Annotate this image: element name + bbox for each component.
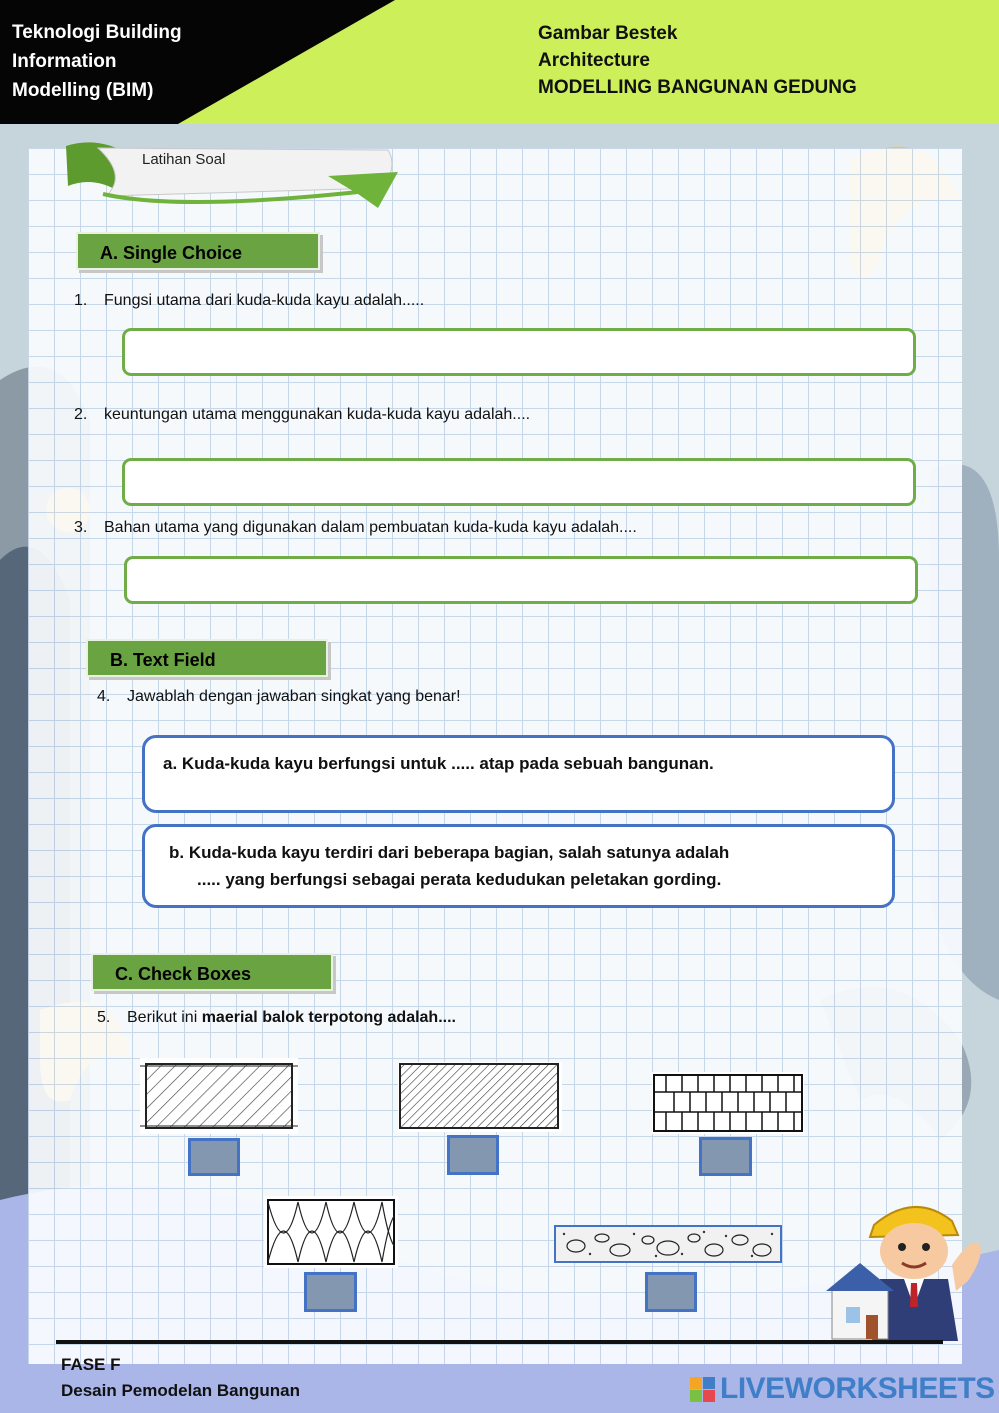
question-text: Berikut ini [127,1009,202,1026]
question-2 [74,406,530,424]
question-text-bold: maerial balok terpotong adalah.... [201,1009,456,1026]
brick-hatch-image [652,1072,804,1134]
question-1 [74,292,424,310]
liveworksheets-logo-icon [690,1377,716,1403]
question-number: 1. [74,292,88,309]
header-right-line: Gambar Bestek [538,23,678,44]
question-number: 5. [97,1009,111,1026]
header-right-title [538,20,978,101]
section-a-heading: A. Single Choice [76,232,320,270]
question-text: keuntungan utama menggunakan kuda-kuda kayu adalah.... [104,406,531,423]
header-right-line: Architecture [538,50,650,71]
text-field-b-line2: ..... yang berfungsi sebagai perata kedudukan peletakan gording. [197,870,722,889]
concrete-hatch-image [554,1224,782,1264]
wood-hatch-image [140,1058,298,1134]
section-c-heading: C. Check Boxes [91,953,333,991]
question-4 [97,688,461,706]
header-right-line: MODELLING BANGUNAN GEDUNG [538,77,857,98]
question-text: Fungsi utama dari kuda-kuda kayu adalah..... [104,292,425,309]
question-number: 3. [74,519,88,536]
question-5 [97,1009,456,1027]
section-b-heading: B. Text Field [86,639,328,677]
footer-divider [56,1340,943,1344]
insulation-hatch-image [264,1196,398,1268]
question-text: Jawablah dengan jawaban singkat yang benar! [127,688,461,705]
question-text: Bahan utama yang digunakan dalam pembuatan kuda-kuda kayu adalah.... [104,519,637,536]
question-number: 4. [97,688,111,705]
footer-phase: FASE F [61,1355,121,1374]
text-field-b[interactable] [142,824,895,908]
steel-hatch-image [398,1062,562,1132]
question-3 [74,519,637,537]
footer-text [61,1352,300,1404]
text-field-a-label: a. Kuda-kuda kayu berfungsi untuk ..... atap pada sebuah bangunan. [163,754,714,773]
text-field-a[interactable] [142,735,895,813]
checkbox-4[interactable] [304,1272,357,1312]
ribbon-banner [58,136,403,216]
checkbox-2[interactable] [447,1135,499,1175]
checkbox-1[interactable] [188,1138,240,1176]
checkbox-3[interactable] [699,1137,752,1176]
question-number: 2. [74,406,88,423]
answer-box-1[interactable] [122,328,916,376]
worker-illustration [822,1195,992,1343]
answer-box-3[interactable] [124,556,918,604]
header-left-line: Information [12,51,117,72]
ribbon-label: Latihan Soal [142,151,226,168]
header-left-title [12,18,272,105]
checkbox-5[interactable] [645,1272,697,1312]
liveworksheets-brand: LIVEWORKSHEETS [720,1372,995,1405]
answer-box-2[interactable] [122,458,916,506]
header-left-line: Teknologi Building [12,22,182,43]
text-field-b-line1: b. Kuda-kuda kayu terdiri dari beberapa bagian, salah satunya adalah [169,843,730,862]
header-left-line: Modelling (BIM) [12,80,154,101]
footer-subject: Desain Pemodelan Bangunan [61,1381,300,1400]
